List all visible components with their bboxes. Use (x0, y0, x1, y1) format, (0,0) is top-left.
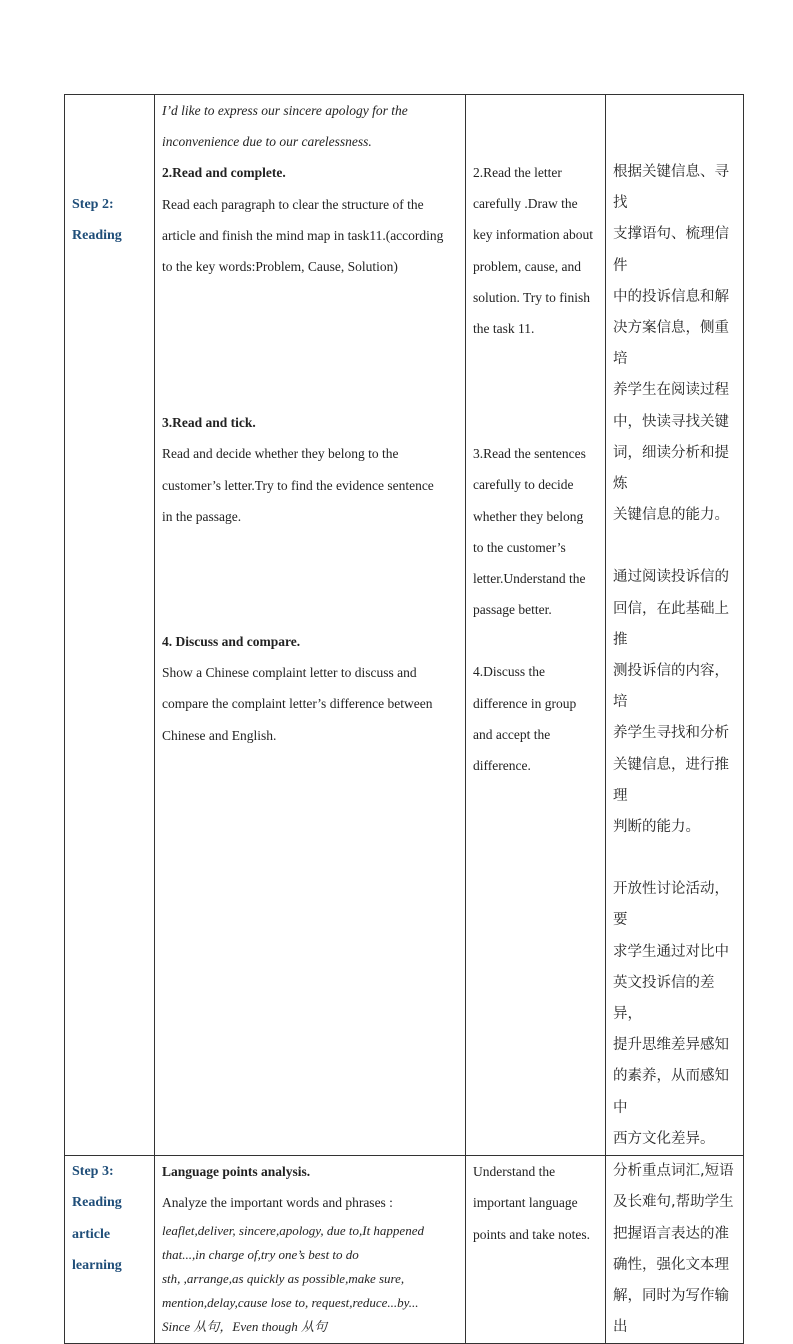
activity-cell (155, 1156, 466, 1344)
purpose-line: 支撑语句、梳理信件 (613, 226, 729, 274)
intro-sentence: inconvenience due to our carelessness. (162, 134, 372, 150)
purpose-line: 把握语言表达的准 (613, 1225, 729, 1242)
task-line: in the passage. (162, 508, 242, 524)
step-label: Reading (72, 1195, 122, 1211)
table-row (65, 1156, 744, 1344)
purpose-line: 求学生通过对比中 (613, 943, 729, 960)
purpose-line: 通过阅读投诉信的 (613, 569, 729, 586)
task-title: 2.Read and complete. (162, 165, 286, 181)
student-line: 3.Read the sentences (473, 446, 586, 462)
task-line: Read each paragraph to clear the structure of the (162, 196, 424, 212)
task-line: Chinese and English. (162, 727, 277, 743)
purpose-cell (606, 95, 744, 1156)
step-label: learning (72, 1257, 122, 1273)
phrase-line: sth, ,arrange,as quickly as possible,make sure, (162, 1270, 405, 1286)
lesson-plan-table (64, 94, 744, 1344)
purpose-line: 决方案信息，侧重培 (613, 320, 729, 368)
student-line: difference. (473, 758, 531, 774)
student-line: letter.Understand the (473, 571, 586, 587)
task-line: to the key words:Problem, Cause, Solution) (162, 259, 398, 275)
student-line: 2.Read the letter (473, 165, 562, 180)
purpose-line: 英文投诉信的差异， (613, 974, 715, 1023)
purpose-line: 养学生寻找和分析 (613, 725, 729, 742)
task-line: Analyze the important words and phrases : (162, 1195, 393, 1211)
student-line: 4.Discuss the (473, 664, 545, 680)
student-line: the task 11. (473, 321, 535, 337)
student-line: points and take notes. (473, 1226, 590, 1242)
student-line: important language (473, 1195, 578, 1211)
purpose-line: 解，同时为写作输出 (613, 1287, 729, 1336)
task-title: 4. Discuss and compare. (162, 634, 301, 650)
task-title: 3.Read and tick. (162, 415, 256, 431)
phrase-line: mention,delay,cause lose to, request,reduce...by... (162, 1294, 419, 1310)
purpose-line: 根据关键信息、寻找 (613, 164, 729, 212)
task-line: Read and decide whether they belong to the (162, 446, 399, 462)
step-label: Step 3: (72, 1164, 114, 1180)
task-line: Show a Chinese complaint letter to discuss and (162, 665, 417, 681)
purpose-line: 提升思维差异感知 (613, 1037, 729, 1054)
purpose-line: 及长难句,帮助学生 (613, 1194, 734, 1211)
purpose-line: 测投诉信的内容，培 (613, 663, 729, 711)
purpose-line: 分析重点词汇,短语 (613, 1163, 734, 1180)
student-line: solution. Try to finish (473, 289, 591, 305)
student-line: Understand the (473, 1164, 556, 1180)
step-label: article (72, 1226, 111, 1242)
student-line: passage better. (473, 602, 552, 618)
activity-cell (155, 95, 466, 1156)
task-line: customer’s letter.Try to find the evidence sentence (162, 477, 434, 493)
purpose-line: 关键信息的能力。 (613, 507, 729, 524)
purpose-line: 关键信息，进行推理 (613, 756, 729, 804)
student-line: to the customer’s (473, 539, 566, 555)
student-activity-cell (466, 95, 606, 1156)
task-title: Language points analysis. (162, 1164, 311, 1180)
task-line: article and finish the mind map in task11.(according (162, 227, 444, 243)
intro-sentence: I’d like to express our sincere apology for the (162, 103, 408, 118)
student-line: and accept the (473, 726, 551, 742)
table-row (65, 95, 744, 1156)
purpose-line: 中，快读寻找关键 (613, 413, 729, 430)
task-line: compare the complaint letter’s difference between (162, 696, 433, 712)
phrase-line: Since 从句，Even though 从句 (162, 1318, 327, 1334)
student-line: whether they belong (473, 508, 584, 524)
student-line: carefully .Draw the (473, 196, 578, 212)
purpose-line: 的素养，从而感知中 (613, 1068, 729, 1116)
student-line: key information about (473, 227, 593, 243)
purpose-line: 确性，强化文本理 (613, 1256, 729, 1273)
student-activity-cell (466, 1156, 606, 1344)
purpose-line: 词，细读分析和提炼 (613, 444, 729, 493)
purpose-line: 判断的能力。 (613, 819, 700, 836)
purpose-line: 养学生在阅读过程 (613, 382, 729, 399)
phrase-line: leaflet,deliver, sincere,apology, due to,It happened (162, 1222, 424, 1238)
purpose-line: 开放性讨论活动，要 (613, 881, 729, 929)
step-label: Reading (72, 228, 122, 244)
student-line: problem, cause, and (473, 258, 581, 274)
purpose-cell (606, 1156, 744, 1344)
purpose-line: 中的投诉信息和解 (613, 288, 729, 305)
step-cell (65, 1156, 155, 1344)
purpose-line: 回信，在此基础上推 (613, 600, 729, 648)
student-line: difference in group (473, 695, 577, 711)
step-cell (65, 95, 155, 1156)
student-line: carefully to decide (473, 477, 574, 493)
step-label: Step 2: (72, 197, 114, 212)
purpose-line: 西方文化差异。 (613, 1130, 715, 1147)
phrase-line: that...,in charge of,try one’s best to do (162, 1246, 359, 1262)
